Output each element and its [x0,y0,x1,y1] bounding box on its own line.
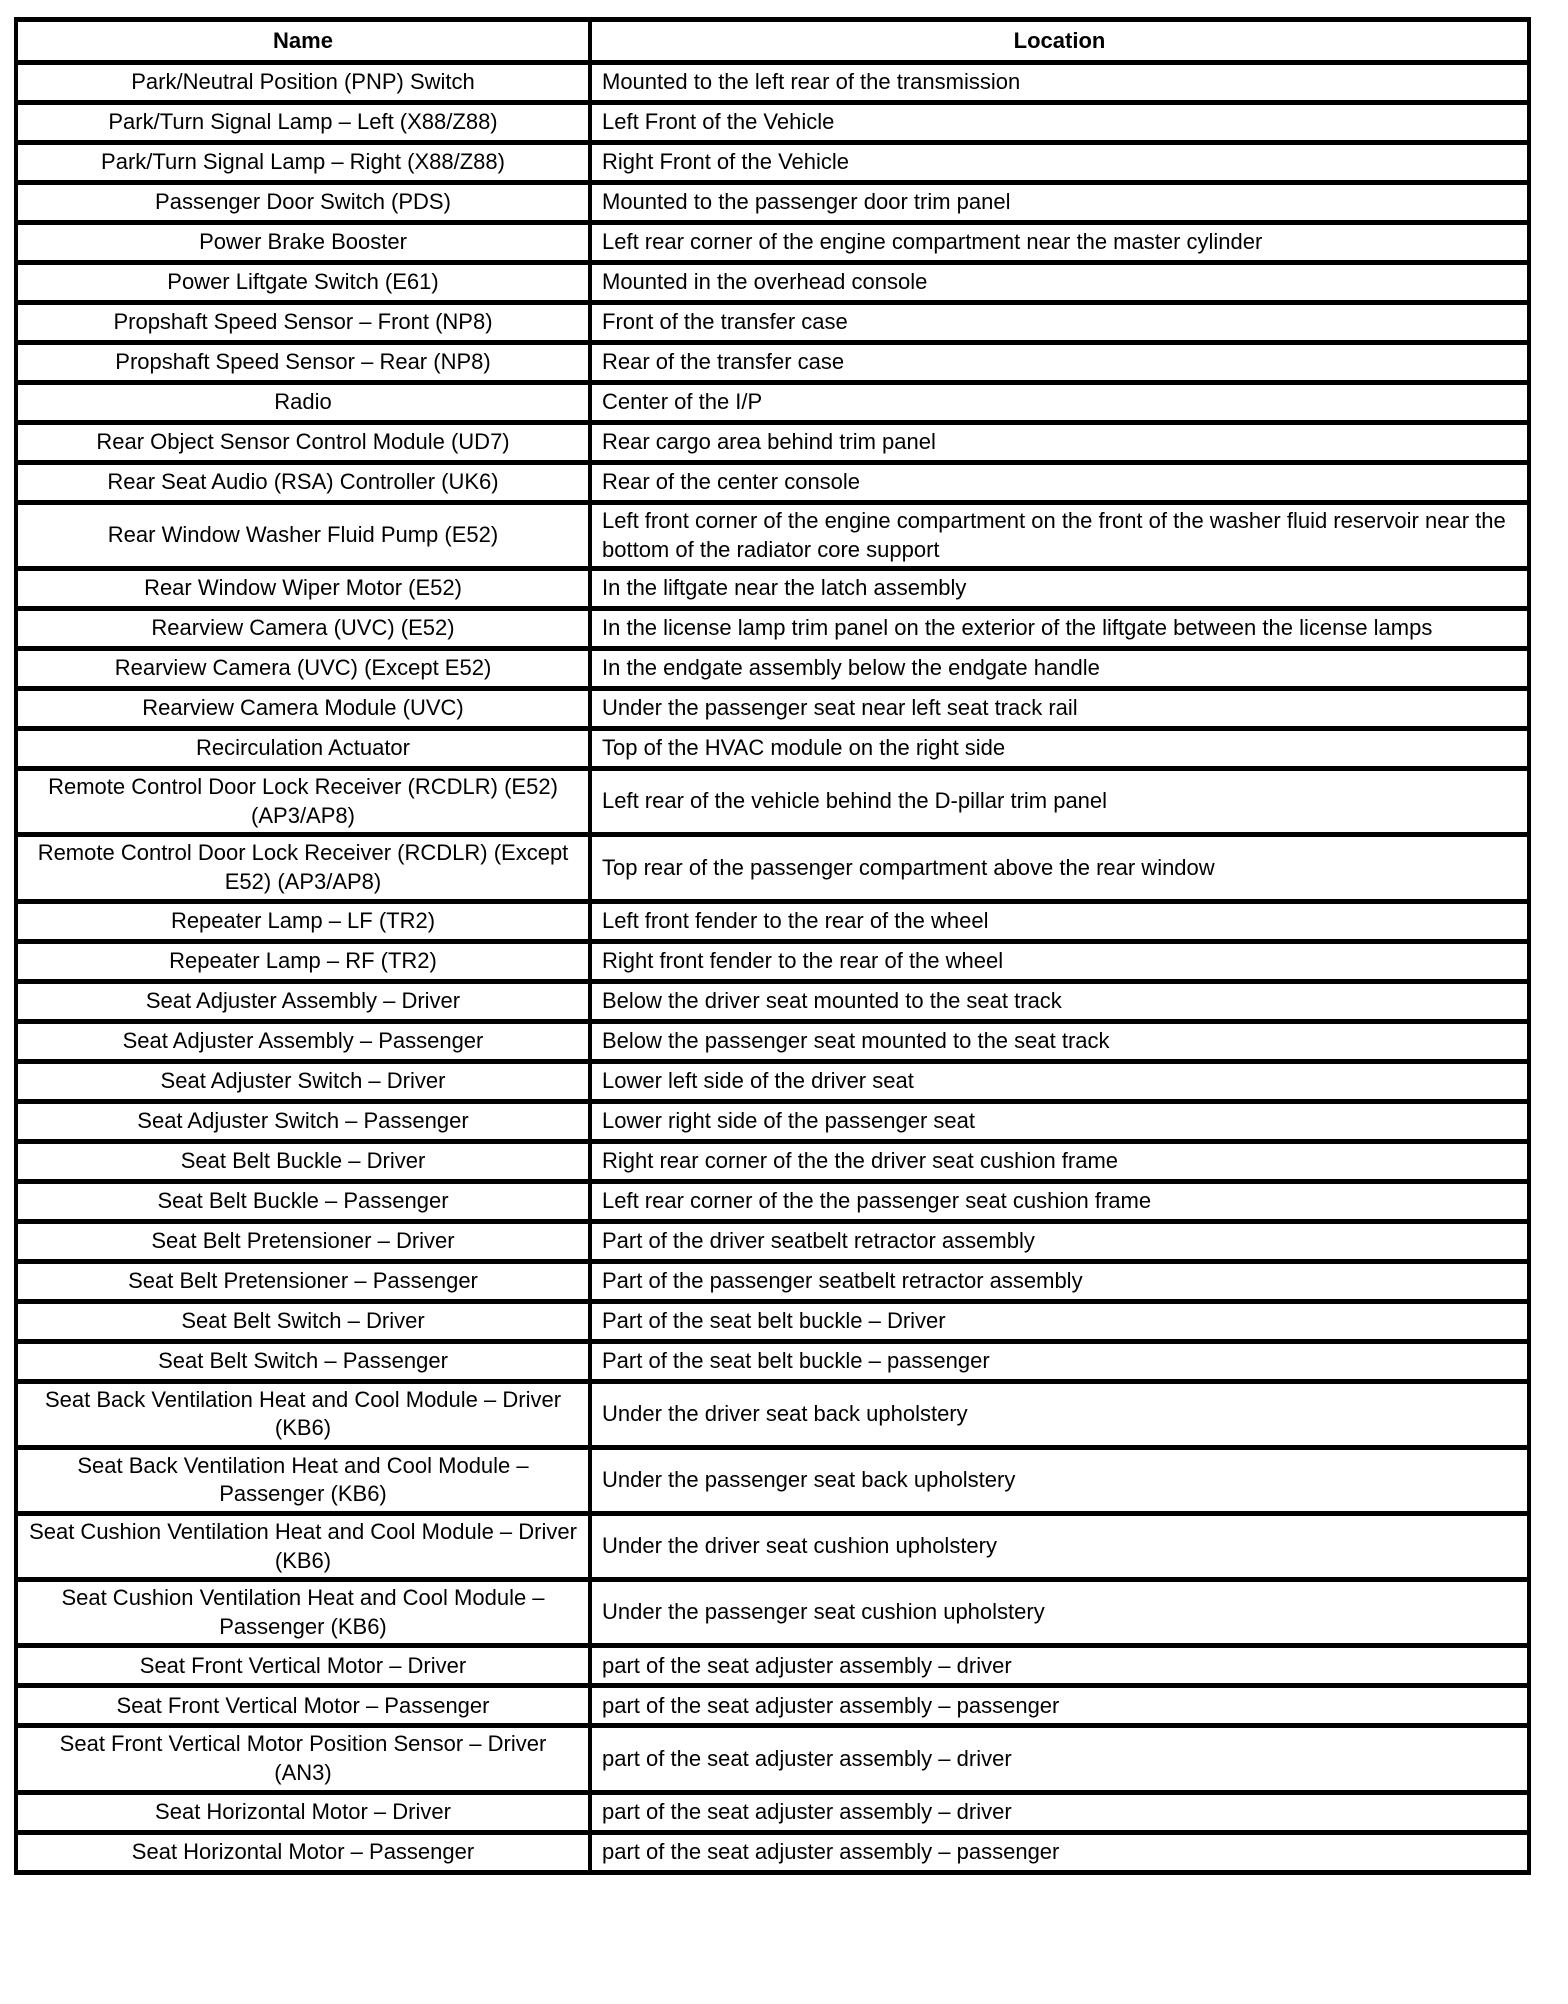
table-row [16,689,1529,729]
component-location-cell: Left front fender to the rear of the wheel [590,901,1529,941]
column-header-location: Location [590,20,1529,63]
component-location-table [14,17,1531,1875]
component-location-cell: Part of the seat belt buckle – Driver [590,1301,1529,1341]
table-row [16,383,1529,423]
component-name-cell: Seat Adjuster Assembly – Passenger [16,1021,590,1061]
component-name-cell: Power Brake Booster [16,223,590,263]
component-location-cell: part of the seat adjuster assembly – driver [590,1792,1529,1832]
component-location-cell: Top of the HVAC module on the right side [590,729,1529,769]
component-name-cell: Repeater Lamp – RF (TR2) [16,941,590,981]
component-name-cell: Seat Belt Switch – Driver [16,1301,590,1341]
component-location-cell: part of the seat adjuster assembly – passenger [590,1832,1529,1872]
component-location-cell: Left front corner of the engine compartment on the front of the washer fluid reservoir near the bottom of the radiator core support [590,503,1529,569]
component-location-cell: Mounted to the passenger door trim panel [590,183,1529,223]
component-location-cell: Rear of the transfer case [590,343,1529,383]
table-row [16,1646,1529,1686]
component-name-cell: Rear Window Washer Fluid Pump (E52) [16,503,590,569]
component-name-cell: Park/Turn Signal Lamp – Right (X88/Z88) [16,143,590,183]
component-name-cell: Rearview Camera (UVC) (Except E52) [16,649,590,689]
table-row [16,609,1529,649]
component-location-cell: part of the seat adjuster assembly – driver [590,1726,1529,1792]
component-name-cell: Seat Belt Buckle – Driver [16,1141,590,1181]
component-name-cell: Park/Turn Signal Lamp – Left (X88/Z88) [16,103,590,143]
component-name-cell: Radio [16,383,590,423]
component-location-cell: Right rear corner of the the driver seat cushion frame [590,1141,1529,1181]
component-name-cell: Recirculation Actuator [16,729,590,769]
component-location-cell: Lower left side of the driver seat [590,1061,1529,1101]
component-name-cell: Seat Adjuster Switch – Passenger [16,1101,590,1141]
table-row [16,503,1529,569]
component-location-cell: Below the passenger seat mounted to the seat track [590,1021,1529,1061]
component-name-cell: Seat Belt Switch – Passenger [16,1341,590,1381]
table-row [16,1061,1529,1101]
table-row [16,1513,1529,1579]
component-name-cell: Power Liftgate Switch (E61) [16,263,590,303]
table-row [16,1101,1529,1141]
component-name-cell: Seat Belt Pretensioner – Passenger [16,1261,590,1301]
table-row [16,223,1529,263]
component-name-cell: Seat Horizontal Motor – Passenger [16,1832,590,1872]
component-name-cell: Seat Adjuster Switch – Driver [16,1061,590,1101]
component-name-cell: Seat Back Ventilation Heat and Cool Module – Passenger (KB6) [16,1447,590,1513]
table-row [16,569,1529,609]
table-row [16,729,1529,769]
component-name-cell: Seat Horizontal Motor – Driver [16,1792,590,1832]
component-name-cell: Seat Cushion Ventilation Heat and Cool Module – Passenger (KB6) [16,1580,590,1646]
table-body [16,63,1529,1873]
component-location-cell: Mounted in the overhead console [590,263,1529,303]
component-location-cell: part of the seat adjuster assembly – passenger [590,1686,1529,1726]
table-row [16,1726,1529,1792]
table-row [16,183,1529,223]
component-location-cell: Left Front of the Vehicle [590,103,1529,143]
component-name-cell: Rearview Camera Module (UVC) [16,689,590,729]
component-name-cell: Propshaft Speed Sensor – Rear (NP8) [16,343,590,383]
component-name-cell: Seat Back Ventilation Heat and Cool Module – Driver (KB6) [16,1381,590,1447]
component-name-cell: Seat Adjuster Assembly – Driver [16,981,590,1021]
table-row [16,1381,1529,1447]
table-row [16,1221,1529,1261]
component-name-cell: Passenger Door Switch (PDS) [16,183,590,223]
table-row [16,1447,1529,1513]
component-location-cell: Part of the seat belt buckle – passenger [590,1341,1529,1381]
table-row [16,143,1529,183]
component-location-cell: Left rear corner of the engine compartment near the master cylinder [590,223,1529,263]
component-name-cell: Park/Neutral Position (PNP) Switch [16,63,590,103]
component-name-cell: Remote Control Door Lock Receiver (RCDLR) (E52) (AP3/AP8) [16,769,590,835]
component-location-cell: Under the passenger seat cushion upholstery [590,1580,1529,1646]
component-name-cell: Repeater Lamp – LF (TR2) [16,901,590,941]
component-name-cell: Seat Belt Buckle – Passenger [16,1181,590,1221]
component-location-cell: Part of the passenger seatbelt retractor assembly [590,1261,1529,1301]
table-row [16,649,1529,689]
table-row [16,1792,1529,1832]
component-location-cell: Rear of the center console [590,463,1529,503]
component-location-cell: In the liftgate near the latch assembly [590,569,1529,609]
table-row [16,103,1529,143]
component-location-cell: Part of the driver seatbelt retractor assembly [590,1221,1529,1261]
component-location-cell: Under the passenger seat back upholstery [590,1447,1529,1513]
component-location-cell: Left rear of the vehicle behind the D-pillar trim panel [590,769,1529,835]
component-location-cell: Top rear of the passenger compartment above the rear window [590,835,1529,901]
component-name-cell: Seat Belt Pretensioner – Driver [16,1221,590,1261]
table-row [16,63,1529,103]
table-row [16,1141,1529,1181]
table-row [16,463,1529,503]
component-location-cell: Center of the I/P [590,383,1529,423]
component-name-cell: Rear Object Sensor Control Module (UD7) [16,423,590,463]
component-location-cell: Right front fender to the rear of the wheel [590,941,1529,981]
component-location-cell: Under the passenger seat near left seat track rail [590,689,1529,729]
table-row [16,263,1529,303]
table-row [16,1261,1529,1301]
component-name-cell: Rearview Camera (UVC) (E52) [16,609,590,649]
table-row [16,941,1529,981]
header-row [16,20,1529,63]
component-location-cell: Lower right side of the passenger seat [590,1101,1529,1141]
table-row [16,1832,1529,1872]
column-header-name: Name [16,20,590,63]
table-row [16,1580,1529,1646]
table-row [16,343,1529,383]
component-name-cell: Seat Cushion Ventilation Heat and Cool Module – Driver (KB6) [16,1513,590,1579]
component-name-cell: Seat Front Vertical Motor – Passenger [16,1686,590,1726]
component-location-cell: Mounted to the left rear of the transmission [590,63,1529,103]
component-location-cell: Left rear corner of the the passenger seat cushion frame [590,1181,1529,1221]
component-location-cell: Under the driver seat cushion upholstery [590,1513,1529,1579]
table-row [16,423,1529,463]
component-name-cell: Rear Seat Audio (RSA) Controller (UK6) [16,463,590,503]
table-row [16,769,1529,835]
component-name-cell: Propshaft Speed Sensor – Front (NP8) [16,303,590,343]
table-row [16,1686,1529,1726]
component-location-cell: Below the driver seat mounted to the seat track [590,981,1529,1021]
table-row [16,981,1529,1021]
table-row [16,1341,1529,1381]
component-location-cell: part of the seat adjuster assembly – driver [590,1646,1529,1686]
table-row [16,1181,1529,1221]
component-name-cell: Rear Window Wiper Motor (E52) [16,569,590,609]
table-row [16,303,1529,343]
table-row [16,1021,1529,1061]
component-location-cell: Front of the transfer case [590,303,1529,343]
component-location-cell: Right Front of the Vehicle [590,143,1529,183]
component-name-cell: Seat Front Vertical Motor Position Sensor – Driver (AN3) [16,1726,590,1792]
component-location-cell: Under the driver seat back upholstery [590,1381,1529,1447]
component-location-cell: In the endgate assembly below the endgate handle [590,649,1529,689]
table-row [16,1301,1529,1341]
component-name-cell: Remote Control Door Lock Receiver (RCDLR) (Except E52) (AP3/AP8) [16,835,590,901]
component-location-cell: In the license lamp trim panel on the exterior of the liftgate between the license lamps [590,609,1529,649]
component-location-cell: Rear cargo area behind trim panel [590,423,1529,463]
table-row [16,835,1529,901]
component-name-cell: Seat Front Vertical Motor – Driver [16,1646,590,1686]
table-row [16,901,1529,941]
